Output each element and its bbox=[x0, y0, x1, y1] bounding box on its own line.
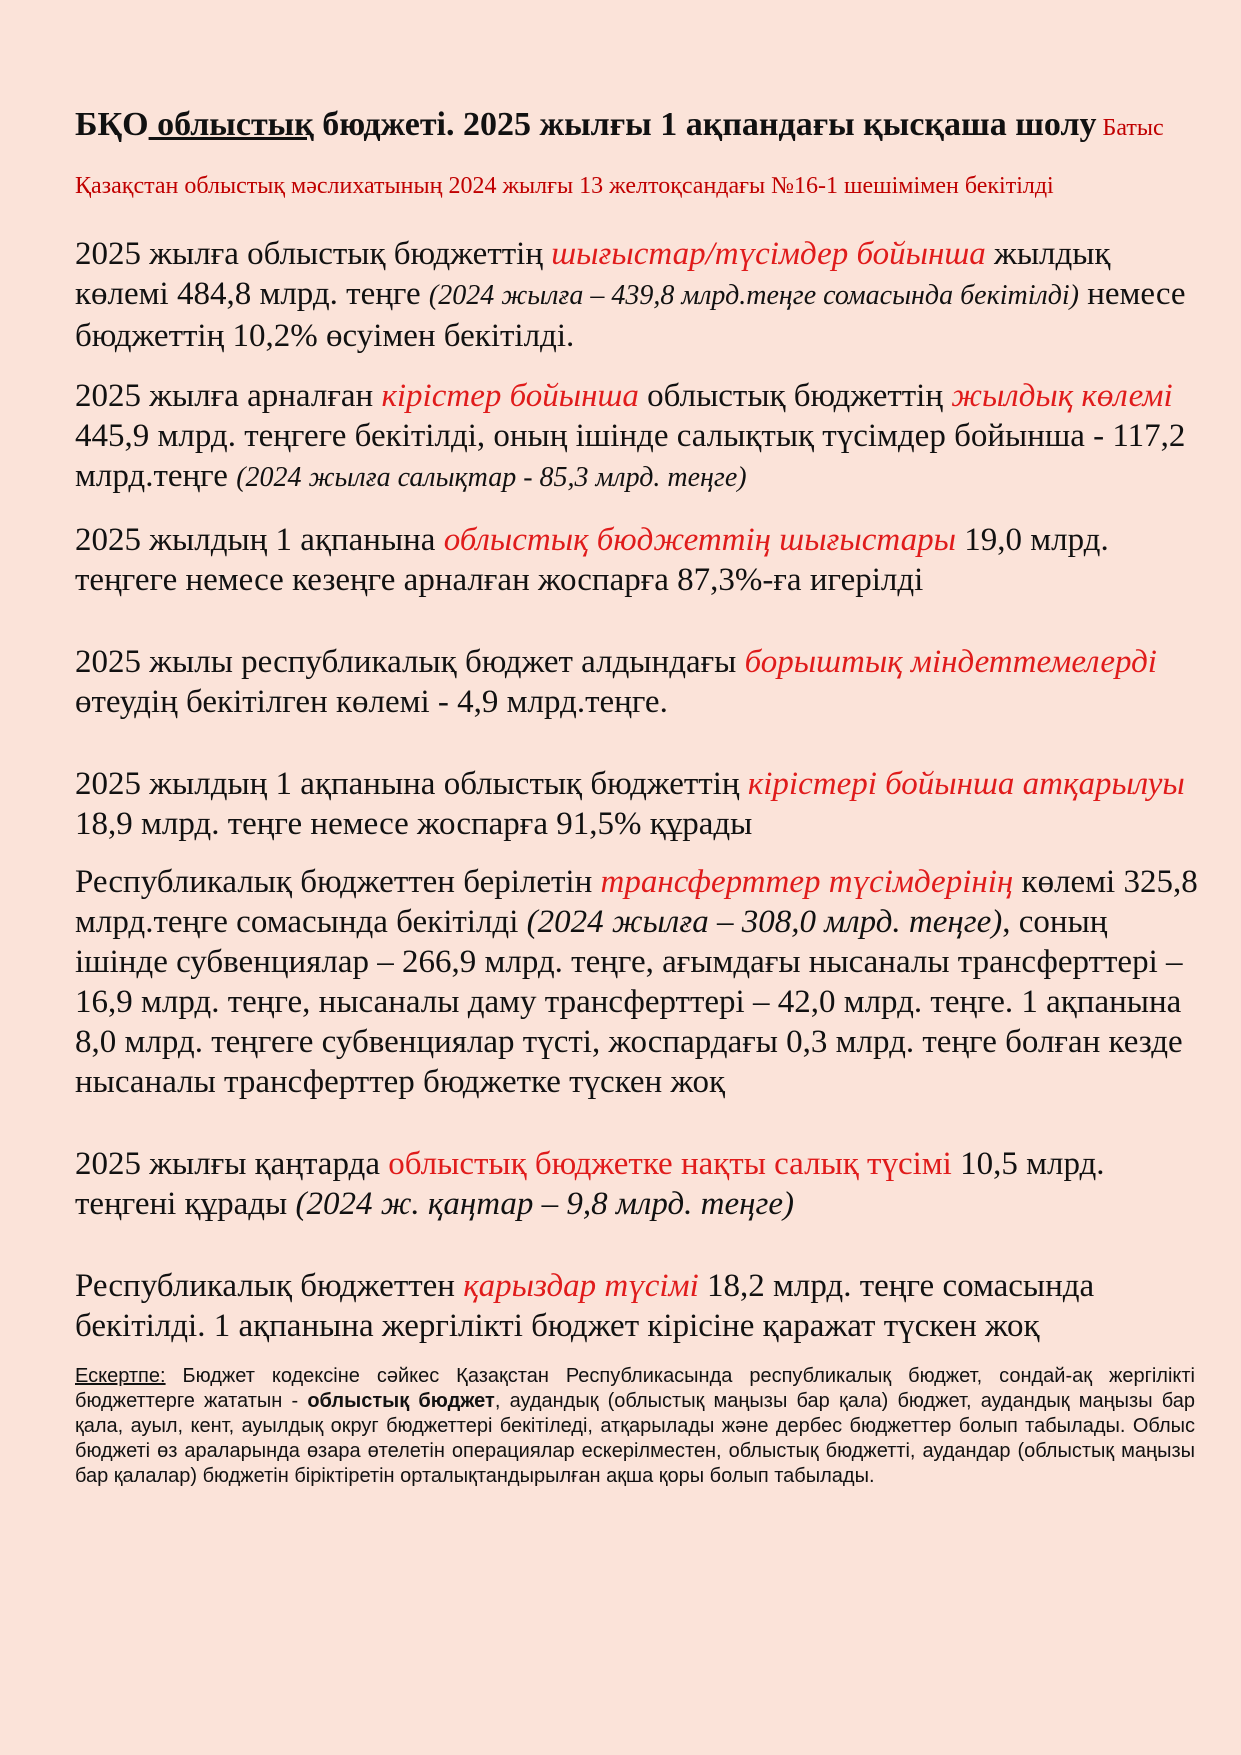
text: , соның ішінде субвенциялар – 266,9 млрд. теңге, ағымдағы нысаналы трансферттері – 16,9 млрд. теңге, нысаналы даму трансферттері – 42,0 млрд. теңге. 1 ақпанына 8,0 млрд. теңгеге субвенциялар түсті, жоспардағы 0,3 млрд. теңге болған кезде нысаналы трансферттер бюджетке түскен жоқ bbox=[75, 904, 1183, 1100]
highlight-text: трансферттер түсімдерінің bbox=[600, 864, 1014, 900]
text: 10,5 млрд. теңгені құрады bbox=[75, 1146, 1105, 1222]
title-underlined: облыстық bbox=[148, 106, 314, 143]
text: 18,2 млрд. теңге сомасында бекітілді. 1 ақпанына жергілікті бюджет кірісіне қаражат түскен жоқ bbox=[75, 1268, 1095, 1344]
highlight-text: борыштық міндеттемелерді bbox=[744, 644, 1157, 680]
text: Республикалық бюджеттен берілетін bbox=[75, 864, 601, 900]
text: жылдық көлемі 484,8 млрд. теңге bbox=[75, 236, 1111, 312]
bold-text: облыстық бюджет bbox=[307, 1390, 495, 1412]
text: 18,9 млрд. теңге немесе жоспарға 91,5% құрады bbox=[75, 806, 753, 842]
footnote-label: Ескертпе: bbox=[75, 1365, 166, 1387]
text: 2025 жылдың 1 ақпанына bbox=[75, 522, 444, 558]
paragraph-expenditure-execution bbox=[75, 520, 1200, 600]
text: көлемі 325,8 млрд.теңге сомасында бекітілді bbox=[75, 864, 1198, 940]
highlight-text: облыстық бюджетке нақты салық түсімі bbox=[388, 1146, 952, 1182]
text: облыстық бюджеттің bbox=[638, 378, 952, 414]
note-text: (2024 жылға салықтар - 85,3 млрд. теңге) bbox=[236, 462, 747, 493]
paragraph-transfers bbox=[75, 862, 1200, 1102]
document-subtitle: Батыс Қазақстан облыстық мәслихатының 2024 жылғы 13 желтоқсандағы №16-1 шешімімен бекітілді bbox=[75, 115, 1164, 199]
highlight-text: кірістері бойынша атқарылуы bbox=[747, 766, 1185, 802]
text: 2025 жылға облыстық бюджеттің bbox=[75, 236, 552, 272]
paragraph-revenue-execution bbox=[75, 764, 1200, 844]
note-text: (2024 жылға – 308,0 млрд. теңге) bbox=[526, 904, 1003, 940]
highlight-text: қарыздар түсімі bbox=[463, 1268, 699, 1304]
text: Республикалық бюджеттен bbox=[75, 1268, 464, 1304]
document-page bbox=[75, 96, 1200, 1509]
text: 445,9 млрд. теңгеге бекітілді, оның ішінде салықтық түсімдер бойынша - 117,2 млрд.теңге bbox=[75, 418, 1186, 494]
text: 2025 жылға арналған bbox=[75, 378, 382, 414]
paragraph-tax-receipts bbox=[75, 1144, 1200, 1224]
title-abbrev: БҚО bbox=[75, 106, 149, 143]
highlight-text: шығыстар/түсімдер бойынша bbox=[551, 236, 986, 272]
note-text: (2024 ж. қаңтар – 9,8 млрд. теңге) bbox=[295, 1186, 794, 1222]
footnote bbox=[75, 1364, 1195, 1489]
text: 2025 жылғы қаңтарда bbox=[75, 1146, 389, 1182]
text: өтеудің бекітілген көлемі - 4,9 млрд.теңге. bbox=[75, 684, 668, 720]
note-text: (2024 жылға – 439,8 млрд.теңге сомасында бекітілді) bbox=[428, 280, 1079, 311]
text: , аудандық (облыстық маңызы бар қала) бюджет, аудандық маңызы бар қала, ауыл, кент, ауылдық округ бюджеттері бекітіледі, атқарылады және дербес бюджеттер болып табылады. Облыс бюджеті өз араларында өзара өтелетін операциялар ескерілместен, облыстық бюджетті, аудандар (облыстық маңызы бар қалалар) бюджетін біріктіретін орталықтандырылған ақша қоры болып табылады. bbox=[75, 1390, 1196, 1487]
paragraph-debt-obligations bbox=[75, 642, 1200, 722]
text: 2025 жылы республикалық бюджет алдындағы bbox=[75, 644, 745, 680]
document-title bbox=[75, 96, 1200, 212]
text: Бюджет кодексіне сәйкес Қазақстан Республикасында республикалық бюджет, сондай-ақ жергілікті бюджеттерге жататын - bbox=[75, 1365, 1195, 1412]
paragraph-expenditure-volume bbox=[75, 234, 1200, 356]
title-rest: бюджеті. 2025 жылғы 1 ақпандағы қысқаша шолу bbox=[313, 106, 1097, 143]
highlight-text: облыстық бюджеттің шығыстары bbox=[443, 522, 956, 558]
text: 2025 жылдың 1 ақпанына облыстық бюджеттің bbox=[75, 766, 748, 802]
paragraph-loans bbox=[75, 1266, 1200, 1346]
highlight-text: кірістер бойынша bbox=[381, 378, 639, 414]
paragraph-revenue-volume bbox=[75, 376, 1200, 498]
text: немесе бюджеттің 10,2% өсуімен бекітілді. bbox=[75, 276, 1186, 354]
text: 19,0 млрд. теңгеге немесе кезеңге арналған жоспарға 87,3%-ға игерілді bbox=[75, 522, 1109, 598]
highlight-text: жылдық көлемі bbox=[951, 378, 1173, 414]
